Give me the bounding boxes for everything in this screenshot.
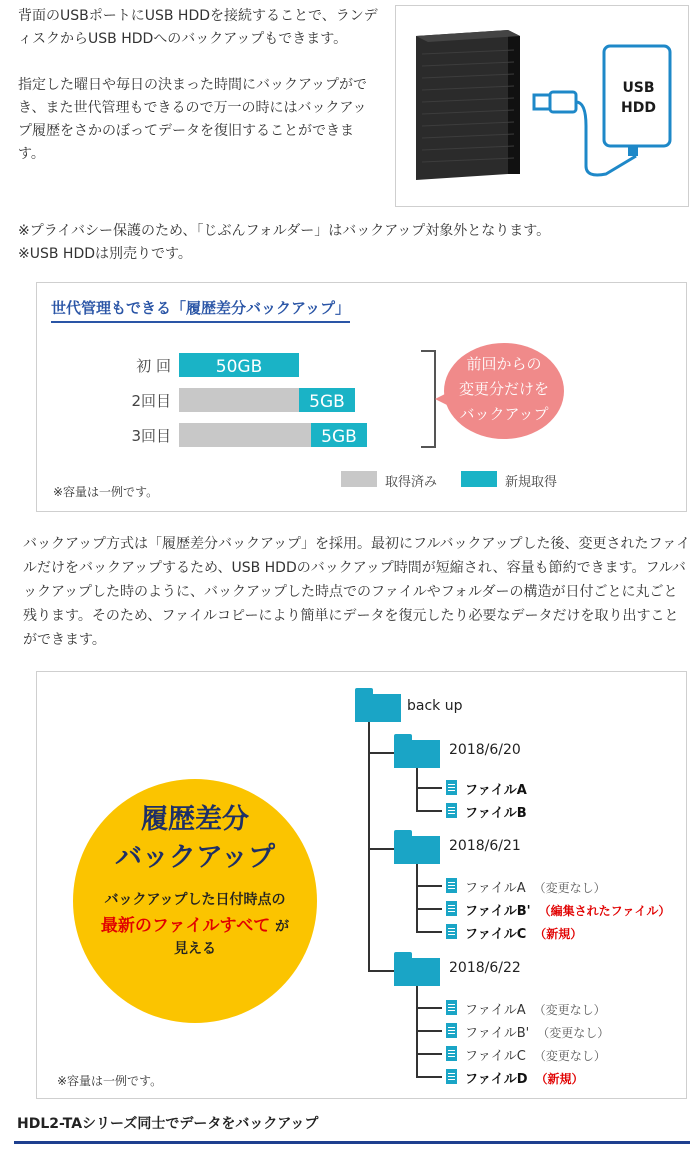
bar-acquired-2 xyxy=(179,388,299,412)
file-row xyxy=(465,1068,584,1087)
notes xyxy=(18,220,550,266)
file-name: ファイルC xyxy=(465,1049,526,1064)
file-status: （変更なし） xyxy=(533,1049,606,1063)
tree-sub-trunk-2 xyxy=(416,864,418,932)
bar-value-label-2: 5GB xyxy=(309,392,345,412)
file-name: ファイルB xyxy=(465,806,527,821)
file-icon xyxy=(446,901,457,916)
folder-icon-2 xyxy=(394,830,440,864)
row-label-3: 3回目 xyxy=(131,427,171,445)
bubble-line-1: 前回からの xyxy=(466,355,542,373)
tree-branch-1 xyxy=(368,752,394,754)
chart-note: ※容量は一例です。 xyxy=(53,485,159,499)
nas-usb-hdd-figure xyxy=(395,5,689,207)
file-row xyxy=(465,900,670,919)
tree-file-branch xyxy=(416,1007,442,1009)
file-status: （編集されたファイル） xyxy=(538,904,671,918)
file-icon xyxy=(446,803,457,818)
folder-icon-root xyxy=(355,688,401,722)
bubble-line-2: 変更分だけを xyxy=(458,380,549,398)
legend-swatch-new xyxy=(461,471,497,487)
file-status: （変更なし） xyxy=(533,881,606,895)
file-status: （新規） xyxy=(534,927,583,941)
file-icon xyxy=(446,1000,457,1015)
note-privacy: ※プライバシー保護のため、「じぶんフォルダー」はバックアップ対象外となります。 xyxy=(18,223,551,239)
file-icon xyxy=(446,878,457,893)
legend-label-acquired: 取得済み xyxy=(385,475,438,490)
bar-value-label-3: 5GB xyxy=(321,427,357,447)
bubble-line-3: バックアップ xyxy=(459,405,549,423)
folder-date-1: 2018/6/20 xyxy=(449,742,521,758)
file-row xyxy=(465,802,527,821)
legend-label-new: 新規取得 xyxy=(505,475,558,490)
file-status: （新規） xyxy=(535,1072,584,1086)
tree-note: ※容量は一例です。 xyxy=(57,1074,163,1088)
tree-file-branch xyxy=(416,1030,442,1032)
folder-icon-1 xyxy=(394,734,440,768)
tree-file-branch xyxy=(416,787,442,789)
file-name: ファイルC xyxy=(465,927,527,942)
bar-acquired-3 xyxy=(179,423,311,447)
file-row xyxy=(465,877,606,896)
folder-date-2: 2018/6/21 xyxy=(449,838,521,854)
diff-backup-chart xyxy=(36,282,687,512)
intro-paragraph-2: 指定した曜日や毎日の決まった時間にバックアップができ、また世代管理もできるので万一の時にはバックアップ履歴をさかのぼってデータを復旧することができます。 xyxy=(18,77,368,162)
folder-tree xyxy=(37,672,686,1098)
file-icon xyxy=(446,1069,457,1084)
file-row xyxy=(465,923,582,942)
file-status: （変更なし） xyxy=(537,1026,610,1040)
circle-ga: が xyxy=(270,919,290,935)
backup-tree-figure xyxy=(36,671,687,1099)
usb-label-line2: HDD xyxy=(621,100,656,116)
file-icon xyxy=(446,1023,457,1038)
tree-file-branch xyxy=(416,810,442,812)
file-name: ファイルA xyxy=(465,881,526,896)
folder-date-3: 2018/6/22 xyxy=(449,960,521,976)
section-heading: HDL2-TAシリーズ同士でデータをバックアップ xyxy=(17,1116,319,1132)
note-usb: ※USB HDDは別売りです。 xyxy=(18,246,192,262)
usb-hdd-label xyxy=(604,78,673,118)
row-label-2: 2回目 xyxy=(131,392,171,410)
body-text: バックアップ方式は「履歴差分バックアップ」を採用。最初にフルバックアップした後、変更されたファイルだけをバックアップするため、USB HDDのバックアップ時間が短縮され、容量も節約できます。フルバックアップした時のように、バックアップした時点でのファイルやフォルダーの構造が日付ごとに丸ごと残ります。そのため、ファイルコピーにより簡単にデータを復元したり必要なデータだけを取り出すことができます。 xyxy=(23,536,691,648)
tree-file-branch xyxy=(416,1053,442,1055)
circle-sub-line1: バックアップした日付時点の xyxy=(104,892,286,908)
tree-sub-trunk-1 xyxy=(416,768,418,811)
file-name: ファイルD xyxy=(465,1072,528,1087)
circle-red-text: 最新のファイルすべて xyxy=(100,916,271,936)
file-icon xyxy=(446,924,457,939)
circle-sub-line2: 見える xyxy=(174,941,216,957)
tree-file-branch xyxy=(416,885,442,887)
file-status: （変更なし） xyxy=(533,1003,606,1017)
file-name: ファイルB' xyxy=(465,904,531,919)
legend-swatch-acquired xyxy=(341,471,377,487)
file-row xyxy=(465,779,527,798)
tree-file-branch xyxy=(416,931,442,933)
circle-title-line1: 履歴差分 xyxy=(141,804,249,835)
tree-file-branch xyxy=(416,1076,442,1078)
file-row xyxy=(465,1022,609,1041)
circle-title-line2: バックアップ xyxy=(114,842,276,873)
tree-branch-3 xyxy=(368,970,394,972)
tree-trunk xyxy=(368,722,370,970)
diff-bubble xyxy=(444,343,564,439)
file-name: ファイルA xyxy=(465,1003,526,1018)
file-row xyxy=(465,999,606,1018)
file-row xyxy=(465,1045,606,1064)
heading-underline xyxy=(14,1141,690,1144)
tree-file-branch xyxy=(416,908,442,910)
folder-icon-3 xyxy=(394,952,440,986)
file-icon xyxy=(446,1046,457,1061)
file-name: ファイルB' xyxy=(465,1026,530,1041)
intro-text xyxy=(18,5,380,166)
file-name: ファイルA xyxy=(465,783,527,798)
row-label-1: 初 回 xyxy=(136,357,171,375)
chart-title: 世代管理もできる「履歴差分バックアップ」 xyxy=(51,297,350,323)
usb-label-line1: USB xyxy=(622,80,655,96)
folder-label-root: back up xyxy=(407,698,463,714)
intro-paragraph-1: 背面のUSBポートにUSB HDDを接続することで、ランディスクからUSB HDDへのバックアップもできます。 xyxy=(18,8,378,47)
file-icon xyxy=(446,780,457,795)
bracket xyxy=(421,351,435,447)
tree-branch-2 xyxy=(368,848,394,850)
bar-value-label-1: 50GB xyxy=(215,357,263,377)
